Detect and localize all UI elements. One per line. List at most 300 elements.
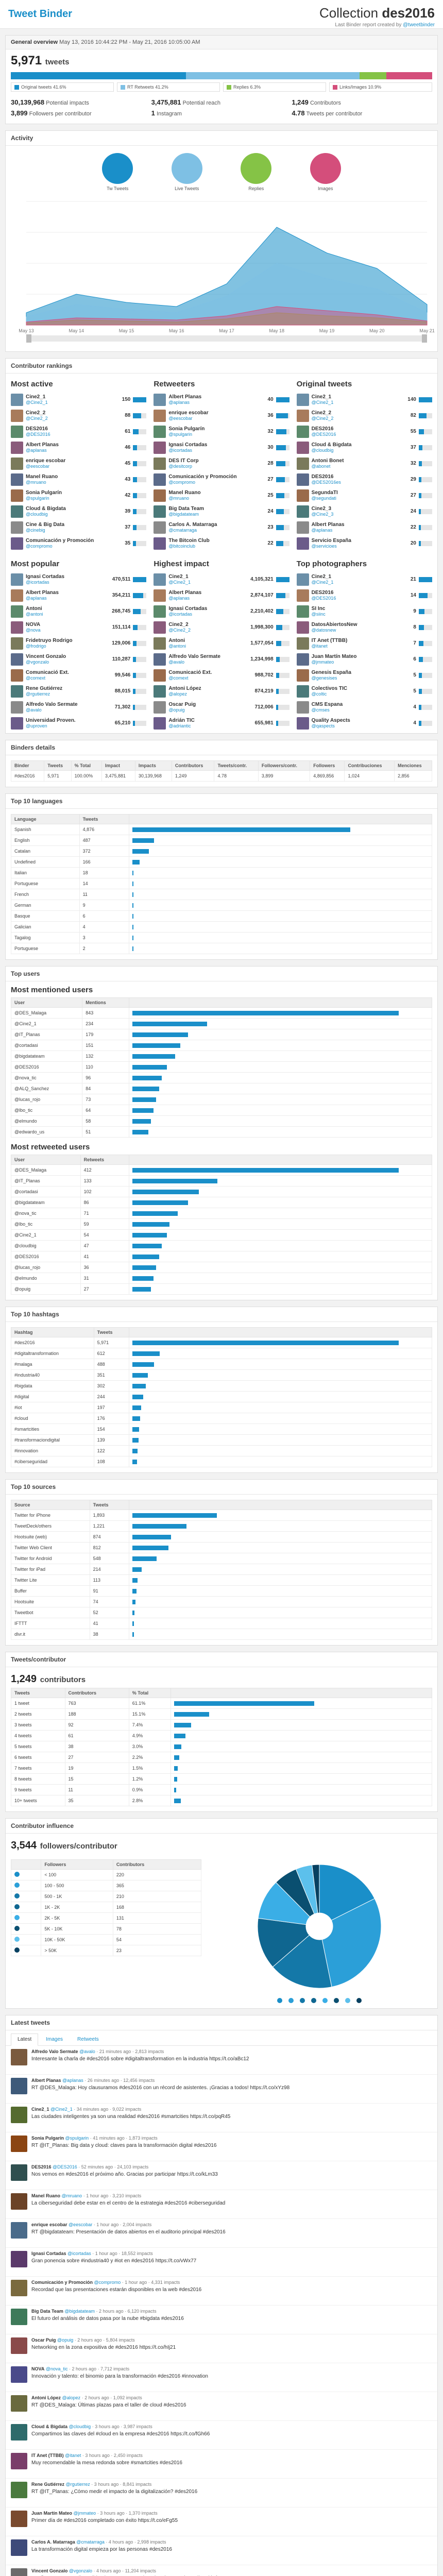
user-name[interactable]: Comunicació Ext.	[26, 669, 69, 675]
ranking-row[interactable]	[154, 635, 289, 651]
user-handle[interactable]: @rgutierrez	[26, 691, 50, 697]
ranking-row[interactable]	[11, 503, 146, 519]
tweet-author[interactable]: Alfredo Valo Sermate	[31, 2049, 78, 2054]
mentioned-user-label[interactable]: @nova_tic	[11, 1073, 82, 1083]
tweet-handle[interactable]: @alopez	[62, 2395, 81, 2400]
avatar[interactable]	[297, 701, 309, 714]
source-label[interactable]: Twitter for iPad	[11, 1564, 90, 1575]
avatar[interactable]	[297, 426, 309, 438]
ranking-row[interactable]	[297, 471, 432, 487]
mentioned-user-label[interactable]: @DES_Malaga	[11, 1008, 82, 1019]
ranking-row[interactable]	[11, 635, 146, 651]
user-name[interactable]: Manel Ruano	[168, 489, 201, 496]
avatar[interactable]	[154, 521, 166, 534]
retweeted-user-label[interactable]: @lbo_tic	[11, 1219, 81, 1230]
avatar[interactable]	[11, 410, 23, 422]
user-handle[interactable]: @adriantic	[168, 723, 191, 729]
user-name[interactable]: Manel Ruano	[26, 473, 58, 480]
language-label[interactable]: French	[11, 889, 80, 900]
ranking-row[interactable]	[11, 535, 146, 551]
avatar[interactable]	[297, 669, 309, 682]
avatar[interactable]	[11, 2539, 27, 2556]
tweet-item[interactable]	[6, 2277, 437, 2306]
user-name[interactable]: Genesis España	[311, 669, 351, 675]
retweeted-user-label[interactable]: @cloudbig	[11, 1241, 81, 1251]
avatar[interactable]	[11, 505, 23, 518]
user-handle[interactable]: @avalo	[168, 659, 184, 665]
user-handle[interactable]: @frodrigo	[26, 643, 46, 649]
avatar[interactable]	[297, 605, 309, 618]
user-name[interactable]: IT Anet (TTBB)	[311, 637, 348, 643]
user-handle[interactable]: @icortadas	[168, 612, 192, 617]
language-label[interactable]: Italian	[11, 868, 80, 878]
user-name[interactable]: Ignasi Cortadas	[26, 573, 65, 580]
avatar[interactable]	[154, 589, 166, 602]
user-handle[interactable]: @desitcorp	[168, 464, 192, 469]
user-handle[interactable]: @cinebig	[26, 528, 45, 533]
tweet-author[interactable]: Antoni López	[31, 2395, 61, 2400]
avatar[interactable]	[297, 621, 309, 634]
tab-retweets[interactable]: Retweets	[77, 2037, 99, 2042]
ranking-row[interactable]	[297, 519, 432, 535]
avatar[interactable]	[11, 573, 23, 586]
user-handle[interactable]: @cmses	[311, 707, 330, 713]
avatar[interactable]	[11, 2337, 27, 2354]
ranking-row[interactable]	[154, 683, 289, 699]
activity-filter[interactable]	[241, 153, 271, 191]
range-handle-left[interactable]	[26, 334, 31, 343]
source-label[interactable]: Hootsuite (web)	[11, 1532, 90, 1543]
user-name[interactable]: Sonia Pulgarín	[168, 426, 205, 432]
user-name[interactable]: Cloud & Bigdata	[26, 505, 66, 512]
user-name[interactable]: Alfredo Valo Sermate	[168, 653, 220, 659]
hashtag-label[interactable]: #digital	[11, 1392, 94, 1402]
user-name[interactable]: Comunicació Ext.	[168, 669, 212, 675]
ranking-row[interactable]	[154, 439, 289, 455]
ranking-row[interactable]	[154, 503, 289, 519]
user-handle[interactable]: @aplanas	[311, 528, 333, 533]
ranking-row[interactable]	[154, 651, 289, 667]
retweeted-user-label[interactable]: @DES_Malaga	[11, 1165, 81, 1176]
avatar[interactable]	[11, 394, 23, 406]
user-name[interactable]: Vincent Gonzalo	[26, 653, 66, 659]
hashtag-label[interactable]: #cloud	[11, 1413, 94, 1424]
user-name[interactable]: Quality Aspects	[311, 717, 350, 723]
user-handle[interactable]: @alopez	[168, 691, 187, 697]
user-name[interactable]: Cine2_3	[311, 505, 332, 512]
ranking-row[interactable]	[11, 651, 146, 667]
user-handle[interactable]: @segundati	[311, 496, 336, 501]
tweet-handle[interactable]: @eescobar	[69, 2222, 93, 2227]
tweet-item[interactable]	[6, 2479, 437, 2507]
report-user-link[interactable]: @tweetbinder	[403, 22, 435, 28]
avatar[interactable]	[297, 637, 309, 650]
user-handle[interactable]: @cloudbig	[26, 512, 48, 517]
mentioned-user-label[interactable]: @ALQ_Sanchez	[11, 1083, 82, 1094]
tweet-handle[interactable]: @DES2016	[53, 2164, 77, 2170]
user-handle[interactable]: @Cine2_1	[26, 400, 48, 405]
user-name[interactable]: Cine2_2	[26, 410, 46, 416]
user-name[interactable]: DES IT Corp	[168, 457, 199, 464]
tweet-type-legend-item[interactable]	[11, 82, 114, 92]
tab-latest[interactable]: Latest	[11, 2033, 38, 2046]
tweet-item[interactable]	[6, 2421, 437, 2450]
avatar[interactable]	[297, 410, 309, 422]
activity-filter-icon[interactable]	[241, 153, 271, 184]
language-label[interactable]: German	[11, 900, 80, 911]
activity-filter[interactable]	[172, 153, 202, 191]
avatar[interactable]	[154, 394, 166, 406]
ranking-row[interactable]	[11, 683, 146, 699]
retweeted-user-label[interactable]: @elmundo	[11, 1273, 81, 1284]
mentioned-user-label[interactable]: @Cine2_1	[11, 1019, 82, 1029]
ranking-row[interactable]	[11, 487, 146, 503]
user-handle[interactable]: @Cine2_2	[168, 628, 191, 633]
user-handle[interactable]: @cmatarraga	[168, 528, 197, 533]
language-label[interactable]: Basque	[11, 911, 80, 922]
ranking-row[interactable]	[11, 392, 146, 408]
user-name[interactable]: Antoni	[168, 637, 185, 643]
avatar[interactable]	[154, 717, 166, 730]
user-handle[interactable]: @coltic	[311, 691, 327, 697]
activity-filter-icon[interactable]	[102, 153, 133, 184]
language-label[interactable]: Tagalog	[11, 933, 80, 943]
donut-legend-dot[interactable]	[277, 1998, 282, 2003]
ranking-row[interactable]	[11, 455, 146, 471]
hashtag-label[interactable]: #des2016	[11, 1337, 94, 1348]
range-scrollbar[interactable]	[26, 335, 427, 342]
mentioned-user-label[interactable]: @bigdatateam	[11, 1051, 82, 1062]
avatar[interactable]	[154, 505, 166, 518]
tweet-author[interactable]: Sonia Pulgarín	[31, 2136, 64, 2141]
user-name[interactable]: Comunicación y Promoción	[168, 473, 237, 480]
avatar[interactable]	[11, 2482, 27, 2498]
user-name[interactable]: Antoni	[26, 605, 42, 612]
ranking-row[interactable]	[154, 667, 289, 683]
tab-images[interactable]: Images	[46, 2037, 63, 2042]
user-name[interactable]: Cine2_1	[26, 394, 46, 400]
avatar[interactable]	[154, 621, 166, 634]
user-name[interactable]: The Bitcoin Club	[168, 537, 210, 544]
activity-filter-icon[interactable]	[310, 153, 341, 184]
avatar[interactable]	[11, 2453, 27, 2469]
user-handle[interactable]: @Cine2_3	[311, 512, 334, 517]
retweeted-user-label[interactable]: @cortadasi	[11, 1187, 81, 1197]
avatar[interactable]	[11, 2424, 27, 2441]
user-name[interactable]: Cine & Big Data	[26, 521, 65, 528]
avatar[interactable]	[297, 589, 309, 602]
user-handle[interactable]: @DES2016es	[311, 480, 341, 485]
user-handle[interactable]: @compromo	[26, 544, 53, 549]
user-handle[interactable]: @cloudbig	[311, 448, 334, 453]
hashtag-label[interactable]: #smartcities	[11, 1424, 94, 1435]
tweet-item[interactable]	[6, 2507, 437, 2536]
avatar[interactable]	[154, 473, 166, 486]
avatar[interactable]	[297, 521, 309, 534]
language-label[interactable]: Undefined	[11, 857, 80, 868]
ranking-row[interactable]	[11, 519, 146, 535]
user-handle[interactable]: @siinc	[311, 612, 326, 617]
avatar[interactable]	[11, 2107, 27, 2123]
avatar[interactable]	[11, 2251, 27, 2267]
user-name[interactable]: Antoni Bonet	[311, 457, 344, 464]
user-handle[interactable]: @eescobar	[26, 464, 50, 469]
avatar[interactable]	[297, 505, 309, 518]
activity-filter[interactable]	[310, 153, 341, 191]
tweet-author[interactable]: Big Data Team	[31, 2309, 63, 2314]
tweet-item[interactable]	[6, 2450, 437, 2479]
avatar[interactable]	[11, 442, 23, 454]
avatar[interactable]	[154, 426, 166, 438]
user-handle[interactable]: @spulgarin	[26, 496, 49, 501]
avatar[interactable]	[11, 621, 23, 634]
avatar[interactable]	[11, 605, 23, 618]
tweet-author[interactable]: Ignasi Cortadas	[31, 2251, 66, 2256]
user-name[interactable]: Cine2_2	[168, 621, 189, 628]
tweet-handle[interactable]: @cloudbig	[69, 2424, 91, 2429]
user-handle[interactable]: @Cine2_2	[26, 416, 48, 421]
tweet-author[interactable]: Cloud & Bigdata	[31, 2424, 67, 2429]
user-handle[interactable]: @vgonzalo	[26, 659, 49, 665]
avatar[interactable]	[11, 653, 23, 666]
user-handle[interactable]: @uproven	[26, 723, 47, 729]
user-handle[interactable]: @Cine2_1	[311, 400, 334, 405]
user-name[interactable]: DES2016	[311, 589, 334, 596]
mentioned-user-label[interactable]: @DES2016	[11, 1062, 82, 1073]
ranking-row[interactable]	[297, 535, 432, 551]
ranking-row[interactable]	[11, 667, 146, 683]
activity-filter-icon[interactable]	[172, 153, 202, 184]
user-handle[interactable]: @itanet	[311, 643, 328, 649]
source-label[interactable]: TweetDeck/others	[11, 1521, 90, 1532]
donut-legend-dot[interactable]	[288, 1998, 294, 2003]
tweet-item[interactable]	[6, 2075, 437, 2104]
avatar[interactable]	[11, 2395, 27, 2412]
ranking-row[interactable]	[154, 519, 289, 535]
user-name[interactable]: Oscar Puig	[168, 701, 196, 707]
avatar[interactable]	[11, 489, 23, 502]
language-label[interactable]: Portuguese	[11, 943, 80, 954]
tweet-handle[interactable]: @bigdatateam	[64, 2309, 95, 2314]
avatar[interactable]	[11, 701, 23, 714]
donut-legend-dot[interactable]	[356, 1998, 362, 2003]
ranking-row[interactable]	[297, 699, 432, 715]
avatar[interactable]	[297, 653, 309, 666]
ranking-row[interactable]	[297, 587, 432, 603]
tweet-author[interactable]: Vincent Gonzalo	[31, 2568, 68, 2573]
ranking-row[interactable]	[154, 535, 289, 551]
avatar[interactable]	[11, 717, 23, 730]
avatar[interactable]	[154, 573, 166, 586]
tweet-handle[interactable]: @itanet	[65, 2453, 81, 2458]
avatar[interactable]	[11, 2568, 27, 2576]
tweet-item[interactable]	[6, 2363, 437, 2392]
tweet-handle[interactable]: @avalo	[79, 2049, 95, 2054]
user-handle[interactable]: @aplanas	[26, 596, 47, 601]
avatar[interactable]	[11, 2511, 27, 2527]
ranking-row[interactable]	[154, 571, 289, 587]
user-handle[interactable]: @opuig	[168, 707, 185, 713]
user-handle[interactable]: @aplanas	[168, 400, 190, 405]
user-name[interactable]: Ignasi Cortadas	[168, 605, 208, 612]
tweet-author[interactable]: DES2016	[31, 2164, 52, 2170]
user-handle[interactable]: @antoni	[26, 612, 43, 617]
retweeted-user-label[interactable]: @IT_Planas	[11, 1176, 81, 1187]
language-label[interactable]: Galician	[11, 922, 80, 933]
tweet-author[interactable]: Juan Martín Mateo	[31, 2511, 73, 2516]
source-label[interactable]: dlvr.it	[11, 1629, 90, 1640]
avatar[interactable]	[11, 2366, 27, 2383]
avatar[interactable]	[297, 473, 309, 486]
user-handle[interactable]: @DES2016	[311, 432, 336, 437]
ranking-row[interactable]	[11, 571, 146, 587]
ranking-row[interactable]	[11, 619, 146, 635]
user-name[interactable]: Big Data Team	[168, 505, 205, 512]
ranking-row[interactable]	[154, 715, 289, 731]
avatar[interactable]	[11, 426, 23, 438]
ranking-row[interactable]	[11, 603, 146, 619]
ranking-row[interactable]	[11, 587, 146, 603]
tweet-item[interactable]	[6, 2219, 437, 2248]
avatar[interactable]	[154, 685, 166, 698]
ranking-row[interactable]	[297, 503, 432, 519]
user-name[interactable]: Universidad Proven.	[26, 717, 76, 723]
tweet-author[interactable]: IT Anet (TTBB)	[31, 2453, 64, 2458]
user-name[interactable]: DES2016	[311, 426, 334, 432]
tweet-author[interactable]: Cine2_1	[31, 2107, 49, 2112]
avatar[interactable]	[297, 717, 309, 730]
source-label[interactable]: Twitter for Android	[11, 1553, 90, 1564]
retweeted-user-label[interactable]: @lucas_rojo	[11, 1262, 81, 1273]
user-name[interactable]: Fridetruyo Rodrigo	[26, 637, 73, 643]
source-label[interactable]: IFTTT	[11, 1618, 90, 1629]
user-handle[interactable]: @nova	[26, 628, 41, 633]
hashtag-label[interactable]: #innovation	[11, 1446, 94, 1456]
user-handle[interactable]: @genesises	[311, 675, 337, 681]
ranking-row[interactable]	[11, 715, 146, 731]
source-label[interactable]: Twitter for iPhone	[11, 1510, 90, 1521]
avatar[interactable]	[297, 573, 309, 586]
ranking-row[interactable]	[297, 715, 432, 731]
ranking-row[interactable]	[297, 571, 432, 587]
user-name[interactable]: Alfredo Valo Sermate	[26, 701, 78, 707]
user-handle[interactable]: @eescobar	[168, 416, 193, 421]
hashtag-label[interactable]: #ciberseguridad	[11, 1456, 94, 1467]
tweet-author[interactable]: NOVA	[31, 2366, 45, 2371]
user-handle[interactable]: @spulgarin	[168, 432, 192, 437]
avatar[interactable]	[297, 457, 309, 470]
avatar[interactable]	[154, 701, 166, 714]
retweeted-user-label[interactable]: @DES2016	[11, 1251, 81, 1262]
avatar[interactable]	[11, 2280, 27, 2296]
avatar[interactable]	[11, 2136, 27, 2152]
user-name[interactable]: Servicio España	[311, 537, 351, 544]
ranking-row[interactable]	[11, 699, 146, 715]
donut-legend-dot[interactable]	[322, 1998, 328, 2003]
tweet-item[interactable]	[6, 2248, 437, 2277]
ranking-row[interactable]	[297, 683, 432, 699]
user-handle[interactable]: @icortadas	[168, 448, 192, 453]
tweet-item[interactable]	[6, 2132, 437, 2161]
tweet-author[interactable]: Albert Planas	[31, 2078, 61, 2083]
language-label[interactable]: Catalan	[11, 846, 80, 857]
ranking-row[interactable]	[11, 439, 146, 455]
binder-link[interactable]: #des2016	[11, 771, 44, 782]
donut-legend-dot[interactable]	[345, 1998, 350, 2003]
ranking-row[interactable]	[297, 392, 432, 408]
user-handle[interactable]: @aplanas	[168, 596, 190, 601]
user-name[interactable]: Comunicación y Promoción	[26, 537, 94, 544]
language-label[interactable]: Portuguese	[11, 878, 80, 889]
hashtag-label[interactable]: #transformaciondigital	[11, 1435, 94, 1446]
tweet-author[interactable]: Oscar Puig	[31, 2337, 56, 2343]
avatar[interactable]	[11, 2078, 27, 2094]
avatar[interactable]	[297, 442, 309, 454]
range-handle-right[interactable]	[422, 334, 427, 343]
user-name[interactable]: Cloud & Bigdata	[311, 442, 352, 448]
mentioned-user-label[interactable]: @edwardo_us	[11, 1127, 82, 1138]
hashtag-label[interactable]: #digitaltransformation	[11, 1348, 94, 1359]
ranking-row[interactable]	[11, 408, 146, 423]
tweet-handle[interactable]: @nova_tic	[45, 2366, 68, 2371]
user-name[interactable]: Adrián TIC	[168, 717, 195, 723]
ranking-row[interactable]	[154, 455, 289, 471]
user-handle[interactable]: @abonet	[311, 464, 331, 469]
avatar[interactable]	[154, 442, 166, 454]
user-name[interactable]: SI Inc	[311, 605, 326, 612]
tweet-item[interactable]	[6, 2392, 437, 2421]
user-handle[interactable]: @compromo	[168, 480, 195, 485]
user-handle[interactable]: @DES2016	[26, 432, 50, 437]
ranking-row[interactable]	[297, 487, 432, 503]
ranking-row[interactable]	[297, 439, 432, 455]
hashtag-label[interactable]: #malaga	[11, 1359, 94, 1370]
ranking-row[interactable]	[154, 392, 289, 408]
user-handle[interactable]: @antoni	[168, 643, 186, 649]
user-handle[interactable]: @comext	[26, 675, 46, 681]
tweet-handle[interactable]: @Cine2_1	[50, 2107, 73, 2112]
avatar[interactable]	[11, 685, 23, 698]
user-name[interactable]: Ignasi Cortadas	[168, 442, 208, 448]
user-name[interactable]: enrique escobar	[168, 410, 209, 416]
user-name[interactable]: SegundaTI	[311, 489, 338, 496]
user-handle[interactable]: @Cine2_1	[311, 580, 334, 585]
avatar[interactable]	[11, 2222, 27, 2239]
user-handle[interactable]: @bitcoinclub	[168, 544, 195, 549]
ranking-row[interactable]	[154, 619, 289, 635]
user-handle[interactable]: @qaspects	[311, 723, 335, 729]
ranking-row[interactable]	[297, 455, 432, 471]
tweet-item[interactable]	[6, 2190, 437, 2219]
tweet-item[interactable]	[6, 2046, 437, 2075]
user-handle[interactable]: @aplanas	[26, 448, 47, 453]
avatar[interactable]	[297, 394, 309, 406]
tweet-author[interactable]: Manel Ruano	[31, 2193, 61, 2198]
tweet-handle[interactable]: @opuig	[57, 2337, 74, 2343]
avatar[interactable]	[154, 637, 166, 650]
tweet-handle[interactable]: @jmmateo	[73, 2511, 96, 2516]
user-name[interactable]: Sonia Pulgarín	[26, 489, 62, 496]
user-name[interactable]: Cine2_1	[168, 573, 189, 580]
user-name[interactable]: DES2016	[26, 426, 48, 432]
language-label[interactable]: English	[11, 835, 80, 846]
retweeted-user-label[interactable]: @opuig	[11, 1284, 81, 1295]
ranking-row[interactable]	[154, 408, 289, 423]
avatar[interactable]	[11, 2049, 27, 2065]
ranking-row[interactable]	[297, 603, 432, 619]
ranking-row[interactable]	[297, 619, 432, 635]
user-name[interactable]: Albert Planas	[26, 589, 59, 596]
